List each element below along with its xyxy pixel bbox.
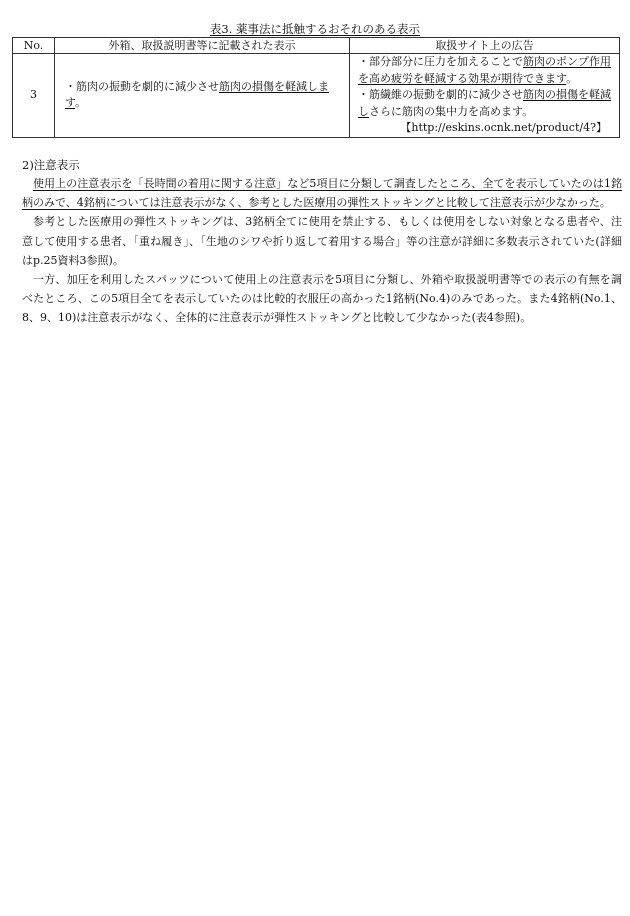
ad-claim-1-start: ・部分部分に圧力を加えることで bbox=[358, 55, 523, 68]
table-row bbox=[13, 54, 620, 138]
ad-claim-2-start: ・筋繊維の振動を劇的に減少させ bbox=[358, 88, 523, 101]
ad-claim-2 bbox=[358, 87, 615, 120]
paragraph-2: 参考とした医療用の弾性ストッキングは、3銘柄全てに使用を禁止する、もしくは使用をしない対象となる患者や、注意して使用する患者、「重ね履き」、「生地のシワや折り返して着用する場合」等の注意が詳細に多数表示されていた(詳細はp.25資料3参照)。 bbox=[22, 215, 622, 267]
paragraph-1 bbox=[22, 174, 622, 212]
table-caption bbox=[0, 22, 630, 36]
ad-claim-1-underlined: 筋肉のポンプ作用を高め疲労を軽減する効果が期待できます bbox=[358, 55, 611, 85]
ad-claim-2-end: さらに筋肉の集中力を高めます。 bbox=[369, 104, 534, 118]
table-header-row bbox=[13, 38, 620, 54]
package-text-cell bbox=[55, 54, 350, 138]
paragraph-1-end: 。 bbox=[599, 196, 611, 210]
table-caption-text: 表3. 薬事法に抵触するおそれのある表示 bbox=[209, 22, 421, 36]
ad-url: 【http://eskins.ocnk.net/product/4?】 bbox=[400, 121, 607, 134]
ad-claim-2-underlined: 筋肉の損傷を軽減し bbox=[358, 88, 611, 118]
paragraph-1-underlined: 使用上の注意表示を「長時間の着用に関する注意」など5項目に分類して調査したところ、全てを表示していたのは1銘柄のみで、4銘柄については注意表示がなく、参考とした医療用の弾性ストッキングと比較して注意表示が少なかった bbox=[22, 177, 622, 210]
package-text-start: ・筋肉の振動を劇的に減少させ bbox=[65, 79, 219, 93]
violation-table bbox=[12, 37, 620, 138]
package-text-underlined: 筋肉の損傷を軽減します bbox=[65, 79, 329, 110]
header-package-text: 外箱、取扱説明書等に記載された表示 bbox=[55, 38, 350, 54]
ad-claim-1-end: 。 bbox=[566, 71, 578, 85]
section-heading: 2)注意表示 bbox=[22, 158, 80, 172]
section-body bbox=[22, 174, 622, 328]
package-text-end: 。 bbox=[75, 96, 87, 110]
web-ad-cell bbox=[350, 54, 620, 138]
ad-claim-1 bbox=[358, 54, 615, 87]
row-number: 3 bbox=[13, 54, 55, 138]
header-no: No. bbox=[13, 38, 55, 54]
header-web-ad: 取扱サイト上の広告 bbox=[350, 38, 620, 54]
paragraph-3: 一方、加圧を利用したスパッツについて使用上の注意表示を5項目に分類し、外箱や取扱説明書等での表示の有無を調べたところ、この5項目全てを表示していたのは比較的衣服圧の高かった1銘柄(No.4)のみであった。また4銘柄(No.1、8、9、10)は注意表示がなく、全体的に注意表示が弾性ストッキングと比較して少なかった(表4参照)。 bbox=[22, 273, 622, 325]
